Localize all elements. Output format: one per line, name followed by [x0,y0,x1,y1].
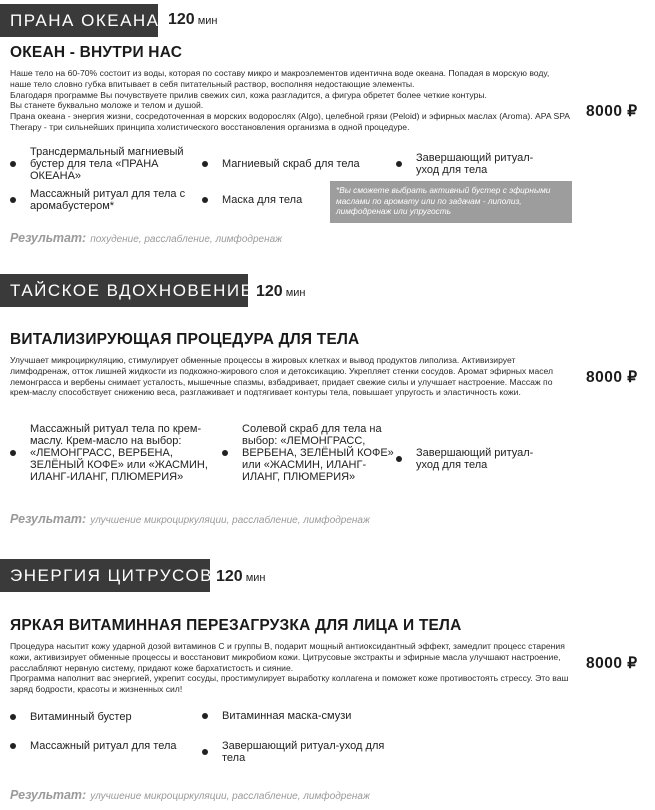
procedure-step: Трансдермальный магниевый бустер для тела «ПРАНА ОКЕАНА» [10,146,190,182]
section-banner: ЭНЕРГИЯ ЦИТРУСОВ [0,559,210,592]
price: 8000 ₽ [586,103,638,120]
procedure-step: Витаминная маска-смузи [202,710,392,722]
bullet-dot-icon [10,743,16,749]
bullet-dot-icon [10,450,16,456]
section-banner: ПРАНА ОКЕАНА [0,4,158,37]
bullet-dot-icon [202,161,208,167]
procedure-description: Улучшает микроциркуляцию, стимулирует обменные процессы в жировых клетках и вывод продуктов липолиза. Активизирует лимфодренаж, отток лишней жидкости из подкожно-жирового слоя и детоксикацию. Укрепляет стенки сосудов. Аромат эфирных масел лемонграсса и вербены снимает усталость, мышечные спазмы, взбадривает, придает свежие силы и улучшает настроение. Массаж по крем-маслу способствует снижению веса, разглаживает и подтягивает контуры тела, повышает упругость и эластичность кожи. [10,355,554,398]
bullet-dot-icon [396,456,402,462]
result-line: Результат: улучшение микроциркуляции, расслабление, лимфодренаж [10,512,370,526]
procedure-title: ОКЕАН - ВНУТРИ НАС [10,44,183,61]
procedure-step: Завершающий ритуал-уход для тела [202,740,392,764]
result-line: Результат: похудение, расслабление, лимфодренаж [10,231,283,245]
duration-label: 120 мин [168,11,218,28]
duration-label: 120 мин [216,568,266,585]
section-banner: ТАЙСКОЕ ВДОХНОВЕНИЕ [0,274,248,307]
booster-note: *Вы сможете выбрать активный бустер с эфирными маслами по аромату или по задачам - липолиз, лимфодренаж или упругость [330,181,572,223]
price: 8000 ₽ [586,369,638,386]
bullet-dot-icon [202,749,208,755]
duration-label: 120 мин [256,283,306,300]
procedure-title: ЯРКАЯ ВИТАМИННАЯ ПЕРЕЗАГРУЗКА ДЛЯ ЛИЦА И ТЕЛА [10,617,462,634]
bullet-dot-icon [202,197,208,203]
bullet-dot-icon [202,713,208,719]
procedure-description: Процедура насытит кожу ударной дозой витаминов С и группы В, подарит мощный антиоксидантный эффект, замедлит процесс старения кожи, активизирует обменные процессы и восстановит микробиом кожи. Цитрусовые экстракты и эфирные масла улучшают настроение, расслабляют нервную систему, придают коже бархатистость и сияние. Программа наполнит вас энергией, укрепит сосуды, простимулирует выработку коллагена и поможет коже противостоять стрессу. Это ваш заряд бодрости, красоты и жизненных сил! [10,641,569,695]
procedure-step: Маска для тела [202,194,332,206]
procedure-description: Наше тело на 60-70% состоит из воды, которая по составу микро и макроэлементов идентична воде океана. Попадая в морскую воду, наше тело словно губка впитывает в себя питательный раствор, восполняя недостающие элементы. Благодаря программе Вы почувствуете прилив свежих сил, кожа разгладится, а фигура обретет более четкие контуры. Вы станете буквально моложе и телом и душой. Прана океана - энергия жизни, сосредоточенная в морских водорослях (Algo), целебной грязи (Peloid) и эфирных маслах (Aroma). APA SPA Therapy - три сильнейших принципа холистического восстановления организма в одной процедуре. [10,68,570,132]
procedure-step: Витаминный бустер [10,711,190,723]
bullet-dot-icon [396,161,402,167]
bullet-dot-icon [10,714,16,720]
procedure-step: Магниевый скраб для тела [202,158,392,170]
procedure-step: Завершающий ритуал-уход для тела [396,447,556,471]
bullet-dot-icon [222,450,228,456]
procedure-step: Массажный ритуал для тела [10,740,180,752]
procedure-step: Завершающий ритуал-уход для тела [396,152,556,176]
procedure-title: ВИТАЛИЗИРУЮЩАЯ ПРОЦЕДУРА ДЛЯ ТЕЛА [10,331,360,348]
bullet-dot-icon [10,161,16,167]
price: 8000 ₽ [586,655,638,672]
procedure-step: Солевой скраб для тела на выбор: «ЛЕМОНГРАСС, ВЕРБЕНА, ЗЕЛЁНЫЙ КОФЕ» или «ЖАСМИН, ИЛАНГ-ИЛАНГ, ПЛЮМЕРИЯ» [222,423,402,483]
procedure-step: Массажный ритуал тела по крем-маслу. Крем-масло на выбор: «ЛЕМОНГРАСС, ВЕРБЕНА, ЗЕЛЁНЫЙ КОФЕ» или «ЖАСМИН, ИЛАНГ-ИЛАНГ, ПЛЮМЕРИЯ» [10,423,210,483]
bullet-dot-icon [10,197,16,203]
result-line: Результат: улучшение микроциркуляции, расслабление, лимфодренаж [10,788,370,802]
procedure-step: Массажный ритуал для тела с аромабустером* [10,188,190,212]
